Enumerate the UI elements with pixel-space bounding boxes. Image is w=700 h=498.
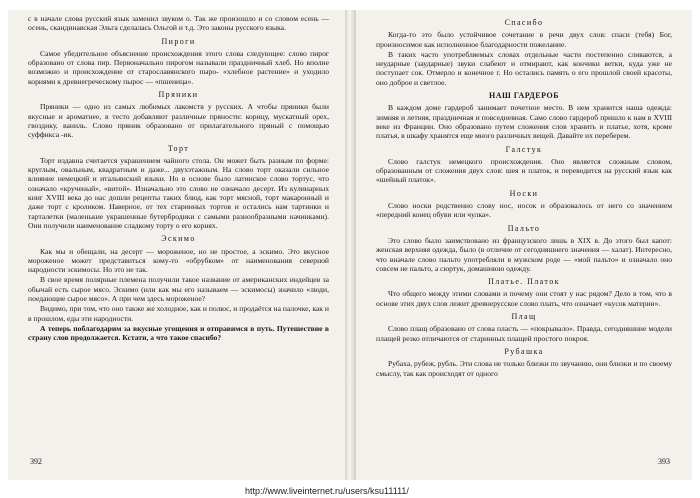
heading-garderob: НАШ ГАРДЕРОБ xyxy=(488,91,559,101)
heading-eskimo: Эскимо xyxy=(161,234,196,244)
right-page xyxy=(356,10,692,480)
heading-plashch: Плащ xyxy=(511,312,537,322)
heading-platie: Платье. Платок xyxy=(488,277,560,287)
heading-palto: Пальто xyxy=(507,223,541,233)
heading-tort: Торт xyxy=(167,143,190,153)
noski-text: Слово носки родственно слову нос, носок и образовалось от него со значением «передний конец обуви или чулка». xyxy=(376,201,672,220)
left-page xyxy=(8,10,345,480)
spasibo-text-2: В таких часто употребляемых словах отдельные части постепенно сливаются, а неударные (заударные) звуки слабеют и отмирают, как кончики ветки, куда уже не поступает сок. Отмерло и конечное г. Но остались память о его прошлой своей красоты, оно доброе и светлое. xyxy=(376,49,672,87)
spasibo-text-1: Когда-то это было устойчивое сочетание в речи двух слов: спаси (тебя) Бог, произносимое как исполненное благодарности пожелание. xyxy=(376,30,672,49)
pirogi-text: Самое убедительное объяснение происхождения этого слова следующее: слово пирог образовано от слова пир. Первоначально пирогом называли праздничный хлеб. Но вполне возможно и происхождение от старославянского пыро- «хлебное растение» и уходило корнями к древнегреческому пырос — «пшеница». xyxy=(28,48,329,86)
tort-text: Торт издавна считается украшением чайного стола. Он может быть разным по форме: круглым, овальным, квадратным и даже... двухэтажным. На слово торт оказали сильное влияние немецкий и итальянский языки. Но в основе было латинское слово тортус, что означало «крученый», «витой». Изначально это слово не означало десерт. Из кулинарных книг XVIII века до нас дошли рецепты таких блюд, как торт мясной, торт макаронный и даже торт с кроликом. Наверное, от тех старинных тортов и остались нам тартинки и тарталетки (маленькие украшенные бутербродики с самыми разнообразными начинками). Они получили наименование сладкому торту о его корнях. xyxy=(28,155,329,230)
pryaniki-text: Пряники — одно из самых любимых лакомств у русских. А чтобы пряники были вкусные и ароматнее, в тесто добавляют различные пряности: корицу, мускатный орех, гвоздику, ваниль. Слово пряник образовано от прилагательного пряный с помощью суффикса -ик. xyxy=(28,102,329,140)
page-number-left: 392 xyxy=(30,456,42,466)
intro-paragraph: с в начале слова русский язык заменил звуком о. Так же произошло и со словом есень — осень, скандинавская Эльга сделалась Ольгой и т.д. Это законы русского языка. xyxy=(28,14,329,33)
page-number-right: 393 xyxy=(658,456,670,466)
garderob-text: В каждом доме гардероб занимает почетное место. В нем хранится наша одежда: зимняя и летняя, праздничная и повседневная. Само слово гардероб пришло к нам в XVIII веке из Франции. Оно образовано путем сложения слов хранить и платье, хотя, кроме платья, в шкафу хранятся еще много различных вещей. Давайте их переберем. xyxy=(376,103,672,141)
rubashka-text: Рубаха, рубеж, рубль. Эти слова не только близки по звучанию, они близки и по своему смыслу, так как происходят от одного xyxy=(376,359,672,378)
eskimo-text-1: Как мы и обещали, на десерт — мороженое, но не простое, а эскимо. Это вкусное мороженое может представиться кому-то «обрубком» от наименования северной народности эскимосы. Но это не так. xyxy=(28,246,329,275)
galstuk-text: Слово галстук немецкого происхождения. Оно является сложным словом, образованным от сложения двух слов: шея и платок, и переводится на русский язык как «шейный платок». xyxy=(376,156,672,185)
palto-text: Это слово было заимствовано из французского лишь в XIX в. До этого был капот: женская верхняя одежда, было (в отличие от сегодняшнего значения — халат). Интересно, что вначале слово пальто употребляли в мужском роде — «мой пальто» и означало оно совсем не пальто, а сюртук, домашнюю одежду. xyxy=(376,235,672,273)
heading-noski: Носки xyxy=(509,188,539,198)
heading-pirogi: Пироги xyxy=(161,36,196,46)
eskimo-text-2: В свое время полярные племена получили такое название от американских индейцев за обычай есть сырое мясо. Эскимо (или как мы его называем — эскимосы) значило «люди, поедающие сырое мясо». А при чем здесь мороженое? xyxy=(28,275,329,304)
watermark-url: http://www.liveinternet.ru/users/ksu11111/ xyxy=(245,486,409,496)
heading-pryaniki: Пряники xyxy=(158,90,199,100)
heading-rubashka: Рубашка xyxy=(504,346,544,356)
eskimo-final-text: А теперь поблагодарим за вкусные угощения и отправимся в путь. Путешествие в страну слов продолжается. Кстати, а что такое спасибо? xyxy=(28,323,329,343)
heading-spasibo: Спасибо xyxy=(504,18,544,27)
platie-text: Что общего между этими словами и почему они стоят у нас рядом? Дело в том, что в основе этих двух слов лежит древнерусское слово плать, что означает «кусок материи». xyxy=(376,289,672,308)
eskimo-text-3: Видимо, при том, что оно также же холодное, как и полюс, и продаётся на палочке, как и в прошлом, еды эти народности. xyxy=(28,304,329,323)
book-spine xyxy=(345,10,356,480)
heading-galstuk: Галстук xyxy=(505,144,543,154)
plashch-text: Слово плащ образовано от слова пласть — «покрывало». Правда, сегодняшние модели плащей резко отличаются от старинных плащей простого покроя. xyxy=(376,324,672,343)
